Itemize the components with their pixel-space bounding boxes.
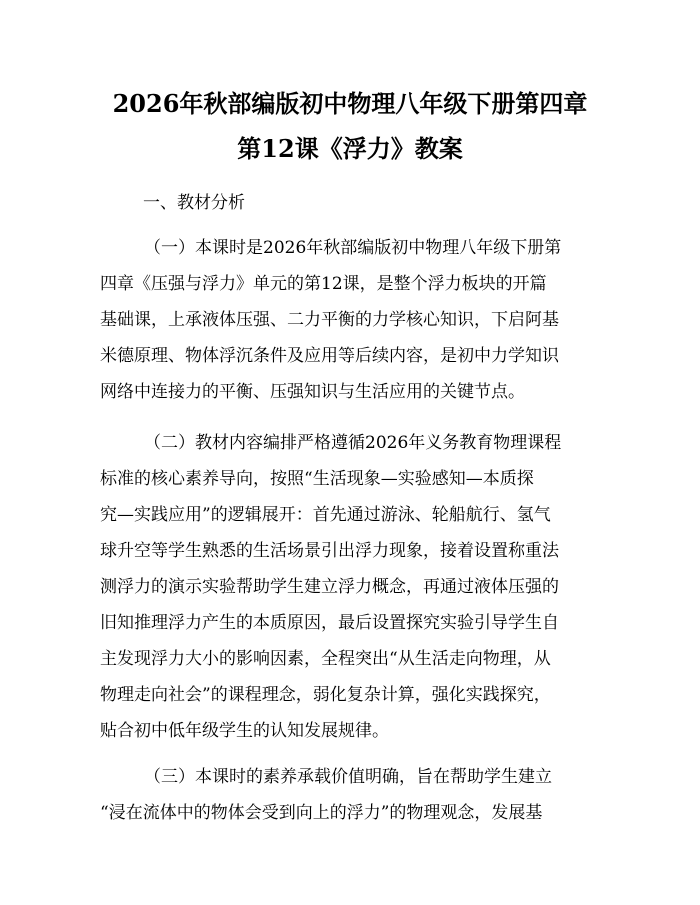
paragraph-line: 基础课，上承液体压强、二力平衡的力学核心知识，下启阿基: [100, 310, 559, 330]
document-title-line-1: 2026年秋部编版初中物理八年级下册第四章: [112, 89, 588, 118]
paragraph-line: 物理走向社会”的课程理念，弱化复杂计算，强化实践探究，: [100, 685, 551, 705]
paragraph-line: （三）本课时的素养承载价值明确，旨在帮助学生建立: [144, 767, 552, 787]
document-title-line-2: 第12课《浮力》教案: [237, 134, 463, 163]
paragraph-2: [100, 425, 610, 749]
paragraph-line: （二）教材内容编排严格遵循2026年义务教育物理课程: [144, 433, 562, 453]
paragraph-line: 究—实践应用”的逻辑展开：首先通过游泳、轮船航行、氢气: [100, 505, 551, 525]
paragraph-line: 标准的核心素养导向，按照“生活现象—实验感知—本质探: [100, 469, 534, 489]
paragraph-line: 主发现浮力大小的影响因素，全程突出“从生活走向物理，从: [100, 649, 551, 669]
paragraph-line: （一）本课时是2026年秋部编版初中物理八年级下册第: [144, 238, 562, 258]
paragraph-line: 旧知推理浮力产生的本质原因，最后设置探究实验引导学生自: [100, 613, 559, 633]
paragraph-line: 四章《压强与浮力》单元的第12课，是整个浮力板块的开篇: [100, 274, 547, 294]
paragraph-1: [100, 230, 610, 410]
paragraph-line: 网络中连接力的平衡、压强知识与生活应用的关键节点。: [100, 382, 525, 402]
paragraph-line: 测浮力的演示实验帮助学生建立浮力概念，再通过液体压强的: [100, 577, 559, 597]
paragraph-line: 贴合初中低年级学生的认知发展规律。: [100, 721, 389, 741]
paragraph-3: [100, 759, 610, 831]
section-heading-textbook-analysis: 一、教材分析: [143, 193, 245, 213]
paragraph-line: “浸在流体中的物体会受到向上的浮力”的物理观念，发展基: [100, 803, 543, 823]
paragraph-line: 球升空等学生熟悉的生活场景引出浮力现象，接着设置称重法: [100, 541, 559, 561]
paragraph-line: 米德原理、物体浮沉条件及应用等后续内容，是初中力学知识: [100, 346, 559, 366]
